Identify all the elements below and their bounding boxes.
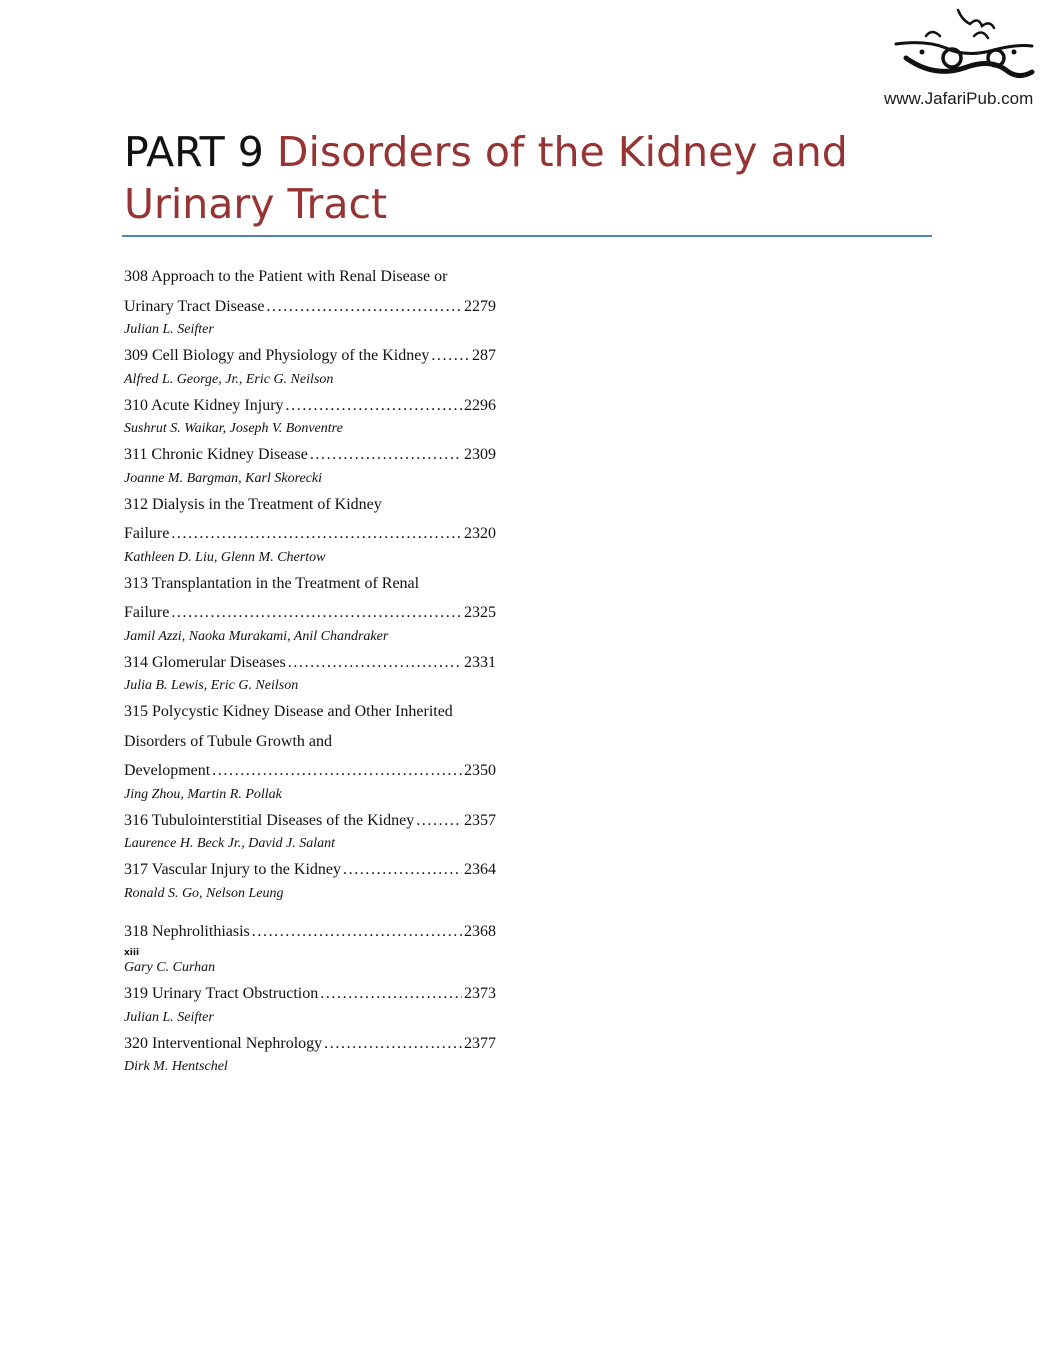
toc-entry-title-line [124, 648, 496, 678]
toc-entry-title: 313 Transplantation in the Treatment of Renal [124, 574, 420, 592]
toc-entry-title-line [124, 855, 496, 885]
toc-entry-title-line [124, 262, 496, 292]
toc-entry-title-line [124, 569, 496, 599]
toc-entry-authors: Dirk M. Hentschel [124, 1059, 228, 1074]
toc-page-number: 2309 [464, 446, 496, 463]
toc-entry [124, 1029, 496, 1077]
toc-dot-leader [416, 806, 462, 836]
toc-page-number: 2320 [464, 525, 496, 542]
toc-entry [124, 648, 496, 696]
toc-entry-title: 320 Interventional Nephrology [124, 1034, 323, 1052]
toc-entry-title: 319 Urinary Tract Obstruction [124, 985, 319, 1002]
roman-page-number: xiii [124, 948, 140, 958]
toc-entry-title: 312 Dialysis in the Treatment of Kidney [124, 495, 382, 513]
toc-entry [124, 490, 496, 567]
toc-entry-title: Development [124, 762, 211, 779]
toc-entry [124, 855, 496, 903]
toc-entry-title-line [124, 598, 496, 628]
toc-entry-title: Disorders of Tubule Growth and [124, 732, 332, 750]
toc-entry-title: 311 Chronic Kidney Disease [124, 446, 308, 463]
toc-dot-leader [431, 341, 470, 371]
toc-entry-authors: Julia B. Lewis, Eric G. Neilson [124, 678, 299, 693]
toc-dot-leader [320, 979, 462, 1009]
toc-dot-leader [212, 756, 462, 786]
toc-entry-title: 316 Tubulointerstitial Diseases of the Kidney [124, 811, 415, 829]
toc-entry-authors: Kathleen D. Liu, Glenn M. Chertow [124, 549, 326, 565]
toc-page-number: 2373 [464, 985, 496, 1002]
toc-entry [124, 697, 496, 804]
publisher-logo [878, 6, 1048, 112]
toc-dot-leader [286, 391, 462, 421]
toc-entry [124, 391, 496, 439]
toc-page-number: 2279 [464, 297, 496, 315]
toc-entry-title-line [124, 727, 496, 757]
toc-entry-title: 315 Polycystic Kidney Disease and Other Inherited [124, 703, 453, 720]
toc-entry-authors: Julian L. Seifter [124, 1009, 214, 1025]
toc-dot-leader [324, 1029, 462, 1059]
toc-entry-title-line [124, 806, 496, 836]
toc-entry-title-line [124, 917, 496, 947]
toc-entry-title: Failure [124, 525, 170, 542]
toc-entry-title-line [124, 1029, 496, 1059]
toc-entry-title: 318 Nephrolithiasis [124, 922, 250, 940]
toc-page-number: 2325 [464, 604, 496, 621]
part-title: Disorders of the Kidney and Urinary Tract [124, 128, 848, 228]
toc-entry-title-line [124, 756, 496, 786]
toc-entry-authors: Jing Zhou, Martin R. Pollak [124, 786, 282, 802]
toc-page-number: 2331 [464, 653, 496, 671]
toc-entry-title-line [124, 292, 496, 322]
part-heading [124, 126, 884, 230]
toc-dot-leader [171, 598, 462, 628]
toc-entry [124, 917, 496, 978]
toc-entry-authors: Laurence H. Beck Jr., David J. Salant [124, 836, 335, 851]
toc-entry [124, 341, 496, 389]
heading-divider [122, 235, 932, 237]
toc-entry-title-line [124, 979, 496, 1009]
toc-dot-leader [310, 440, 462, 470]
toc-entry [124, 569, 496, 646]
toc-entry-authors: Ronald S. Go, Nelson Leung [124, 885, 284, 901]
toc-entry-title: 309 Cell Biology and Physiology of the Kidney [124, 347, 430, 364]
toc-entry [124, 262, 496, 339]
toc-page-number: 2296 [464, 396, 496, 414]
toc-entry-title: Urinary Tract Disease [124, 297, 265, 315]
toc-entry [124, 806, 496, 854]
toc-entry-title: 310 Acute Kidney Injury [124, 396, 284, 414]
toc-entry-title: 308 Approach to the Patient with Renal Disease or [124, 268, 448, 285]
toc-entry-authors: Sushrut S. Waikar, Joseph V. Bonventre [124, 421, 343, 436]
toc-entry-authors: Alfred L. George, Jr., Eric G. Neilson [124, 371, 334, 387]
toc-entry-title: 314 Glomerular Diseases [124, 653, 286, 671]
toc-dot-leader [171, 519, 462, 549]
jafaripub-calligraphy-logo-icon [886, 6, 1036, 88]
toc-entry-title-line [124, 697, 496, 727]
toc-entry-authors: Gary C. Curhan [124, 960, 216, 975]
toc-page-number: 2377 [464, 1034, 496, 1052]
toc-dot-leader [343, 855, 462, 885]
toc-page-number: 2368 [464, 922, 496, 940]
table-of-contents [124, 262, 496, 1078]
toc-dot-leader [288, 648, 462, 678]
part-label: PART 9 [124, 128, 264, 176]
toc-entry-title: 317 Vascular Injury to the Kidney [124, 861, 341, 878]
toc-page-number: 2364 [464, 861, 496, 878]
toc-entry [124, 979, 496, 1027]
toc-entry-title-line [124, 490, 496, 520]
toc-page-number: 2357 [464, 811, 496, 829]
toc-spacer [124, 905, 496, 917]
toc-entry-title: Failure [124, 604, 170, 621]
toc-entry-title-line [124, 440, 496, 470]
toc-page-number: 2350 [464, 762, 496, 779]
toc-entry [124, 440, 496, 488]
toc-entry-authors: Joanne M. Bargman, Karl Skorecki [124, 470, 323, 486]
toc-page-number: 287 [472, 347, 496, 364]
toc-dot-leader [266, 292, 462, 322]
toc-entry-title-line [124, 519, 496, 549]
toc-dot-leader [252, 917, 462, 947]
toc-entry-title-line [124, 391, 496, 421]
logo-url-text: www.JafariPub.com [884, 89, 1034, 108]
toc-entry-title-line [124, 341, 496, 371]
toc-entry-authors: Julian L. Seifter [124, 322, 214, 337]
toc-entry-authors: Jamil Azzi, Naoka Murakami, Anil Chandraker [124, 628, 389, 644]
